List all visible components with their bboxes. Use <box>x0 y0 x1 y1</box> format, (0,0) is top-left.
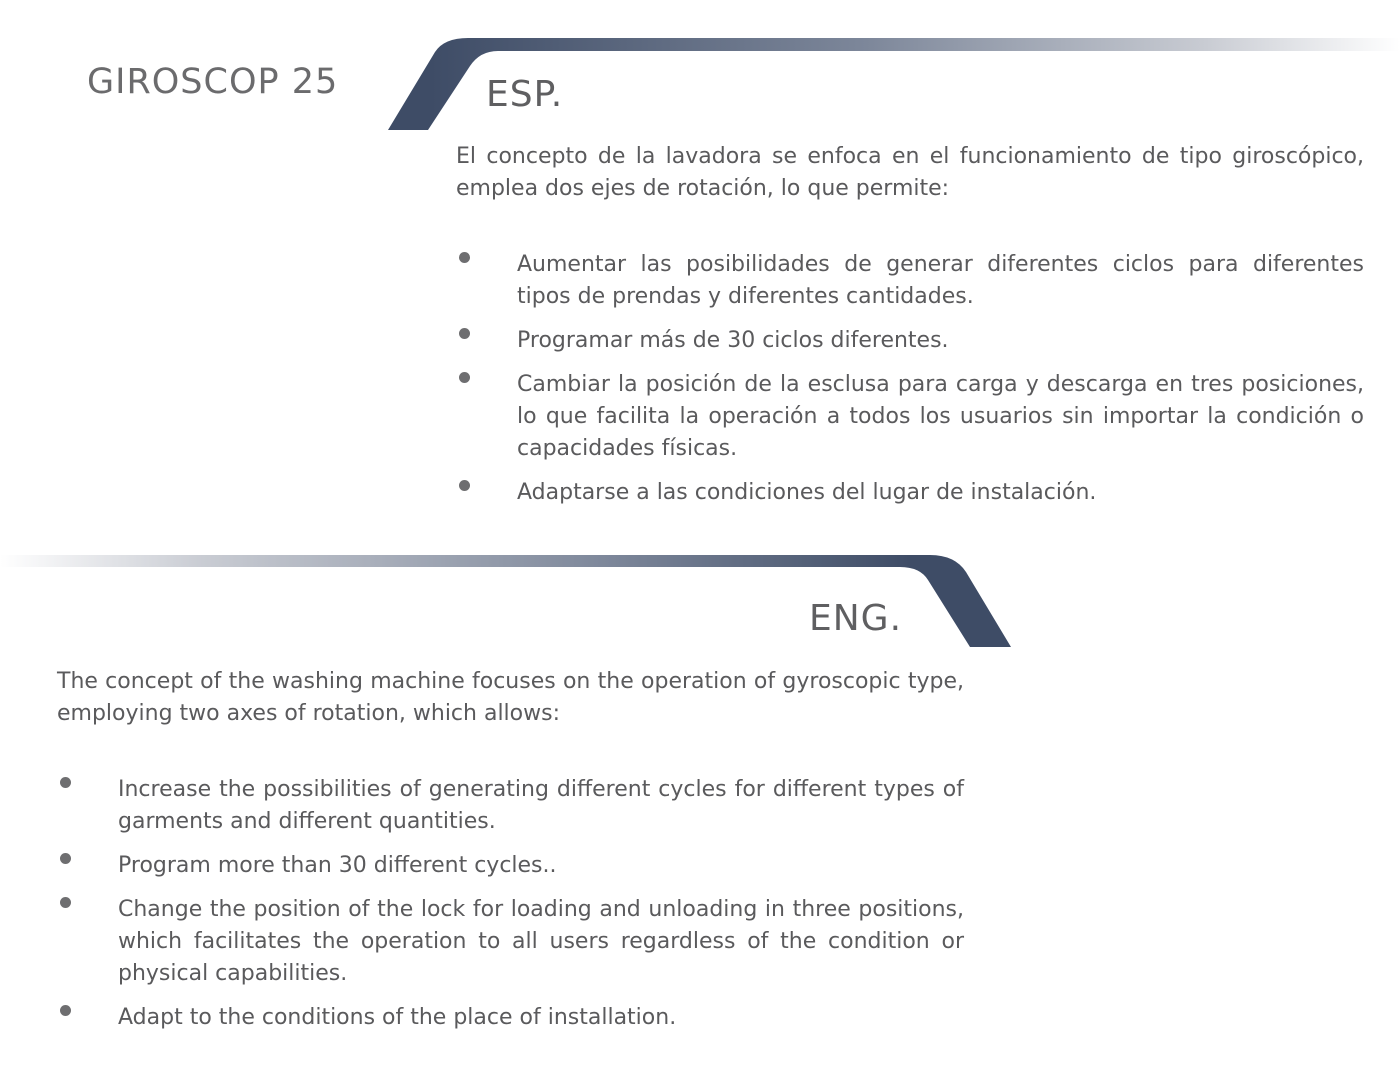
spanish-intro: El concepto de la lavadora se enfoca en el funcionamiento de tipo giroscópico, emplea dos ejes de rotación, lo que permite: <box>456 144 1364 201</box>
list-item <box>57 850 964 882</box>
english-feature-list <box>57 774 964 1034</box>
list-item <box>57 894 964 990</box>
list-item <box>456 249 1364 313</box>
list-item-text: Program more than 30 different cycles.. <box>118 853 557 878</box>
spanish-feature-list <box>456 249 1364 509</box>
english-intro: The concept of the washing machine focuses on the operation of gyroscopic type, employing two axes of rotation, which allows: <box>57 669 964 726</box>
list-item-text: Adapt to the conditions of the place of installation. <box>118 1005 677 1030</box>
bullet-icon <box>60 777 71 788</box>
list-item-text: Adaptarse a las condiciones del lugar de instalación. <box>517 480 1097 505</box>
list-item <box>456 369 1364 465</box>
spanish-heading: ESP. <box>486 74 564 115</box>
spanish-section <box>456 141 1364 521</box>
list-item-text: Aumentar las posibilidades de generar diferentes ciclos para diferentes tipos de prendas y diferentes cantidades. <box>517 252 1364 309</box>
list-item-text: Cambiar la posición de la esclusa para carga y descarga en tres posiciones, lo que facilita la operación a todos los usuarios sin importar la condición o capacidades físicas. <box>517 372 1364 461</box>
bullet-icon <box>459 328 470 339</box>
bullet-icon <box>60 897 71 908</box>
list-item <box>57 1002 964 1034</box>
list-item <box>456 477 1364 509</box>
bullet-icon <box>459 252 470 263</box>
list-item-text: Programar más de 30 ciclos diferentes. <box>517 328 949 353</box>
list-item <box>57 774 964 838</box>
english-section <box>57 666 964 1046</box>
english-heading: ENG. <box>809 598 903 639</box>
list-item-text: Change the position of the lock for loading and unloading in three positions, which facilitates the operation to all users regardless of the condition or physical capabilities. <box>118 897 964 986</box>
list-item <box>456 325 1364 357</box>
bullet-icon <box>60 853 71 864</box>
bullet-icon <box>459 480 470 491</box>
list-item-text: Increase the possibilities of generating different cycles for different types of garments and different quantities. <box>118 777 964 834</box>
bullet-icon <box>60 1005 71 1016</box>
product-title: GIROSCOP 25 <box>87 62 339 102</box>
bullet-icon <box>459 372 470 383</box>
